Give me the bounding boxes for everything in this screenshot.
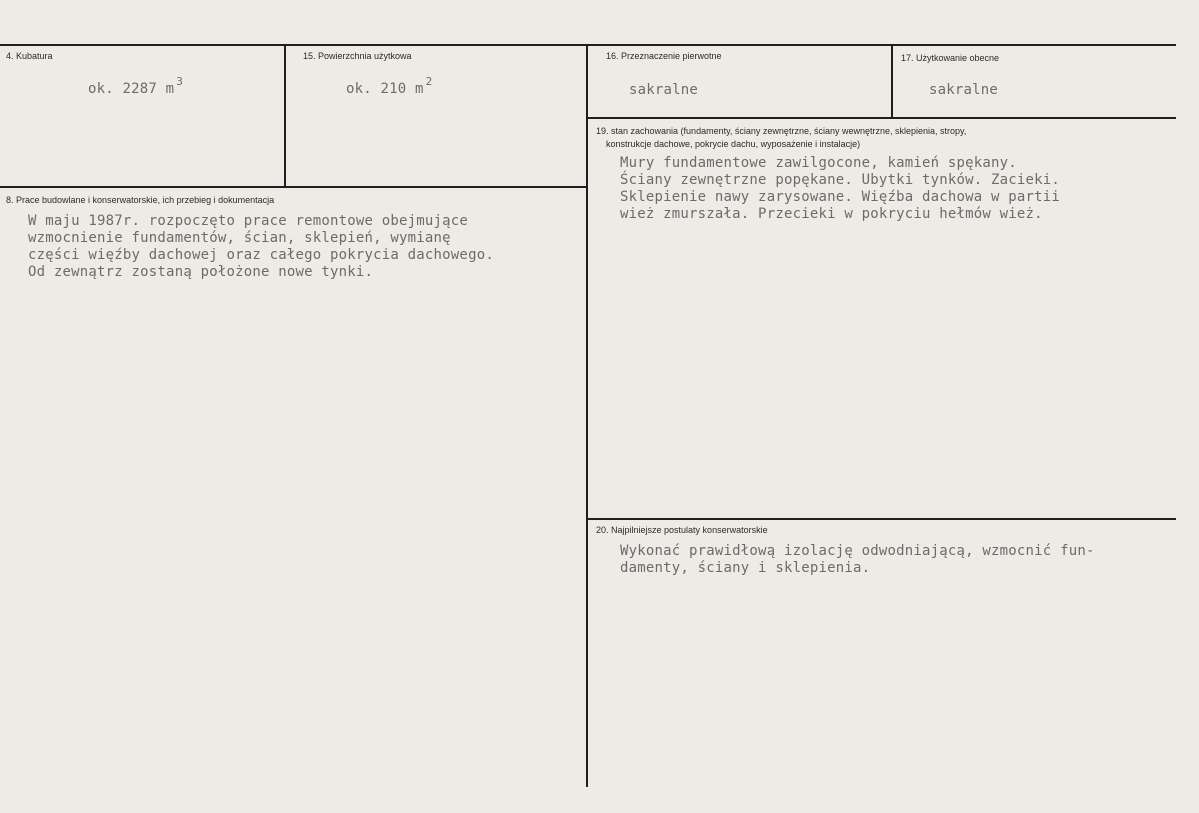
stan-text-line-1: Mury fundamentowe zawilgocone, kamień spękany.: [620, 155, 1017, 171]
top-border-line: [0, 44, 1176, 46]
kubatura-label: 4. Kubatura: [6, 51, 53, 61]
powierzchnia-unit-exponent: 2: [425, 75, 433, 88]
przeznaczenie-label: 16. Przeznaczenie pierwotne: [606, 51, 722, 61]
prace-text-line-1: W maju 1987r. rozpoczęto prace remontowe obejmujące: [28, 213, 469, 229]
stan-label-line1: 19. stan zachowania (fundamenty, ściany zewnętrzne, ściany wewnętrzne, sklepienia, stropy,: [596, 126, 967, 136]
kubatura-unit-exponent: 3: [176, 75, 184, 88]
divider-kubatura: [284, 45, 286, 186]
postulaty-text-line-1: Wykonać prawidłową izolację odwodniającą, wzmocnić fun-: [620, 543, 1095, 559]
kubatura-value-text: ok. 2287 m: [88, 81, 175, 97]
postulaty-text-line-2: damenty, ściany i sklepienia.: [620, 560, 871, 576]
row-line-left: [0, 186, 587, 188]
uzytkowanie-label: 17. Użytkowanie obecne: [901, 53, 1000, 63]
prace-text-line-3: części więźby dachowej oraz całego pokrycia dachowego.: [28, 247, 494, 263]
divider-uzytkowanie: [891, 45, 893, 118]
prace-label: 8. Prace budowlane i konserwatorskie, ich przebieg i dokumentacja: [6, 195, 275, 205]
powierzchnia-label: 15. Powierzchnia użytkowa: [303, 51, 412, 61]
prace-text-line-2: wzmocnienie fundamentów, ścian, sklepień, wymianę: [28, 230, 451, 246]
row-line-right-upper: [587, 117, 1176, 119]
uzytkowanie-value: sakralne: [929, 82, 999, 98]
stan-text-line-4: wież zmurszała. Przecieki w pokryciu hełmów wież.: [620, 206, 1043, 222]
powierzchnia-value: [346, 75, 433, 98]
postulaty-label: 20. Najpilniejsze postulaty konserwatorskie: [596, 525, 768, 535]
row-line-right-lower: [587, 518, 1176, 520]
prace-text-line-4: Od zewnątrz zostaną położone nowe tynki.: [28, 264, 374, 280]
przeznaczenie-value: sakralne: [629, 82, 699, 98]
stan-label-line2: konstrukcje dachowe, pokrycie dachu, wyposażenie i instalacje): [606, 139, 861, 149]
stan-text-line-2: Ściany zewnętrzne popękane. Ubytki tynków. Zacieki.: [620, 172, 1061, 188]
powierzchnia-value-text: ok. 210 m: [346, 81, 424, 97]
kubatura-value: [88, 75, 184, 98]
stan-text-line-3: Sklepienie nawy zarysowane. Więźba dachowa w partii: [620, 189, 1061, 205]
divider-center: [586, 45, 588, 787]
